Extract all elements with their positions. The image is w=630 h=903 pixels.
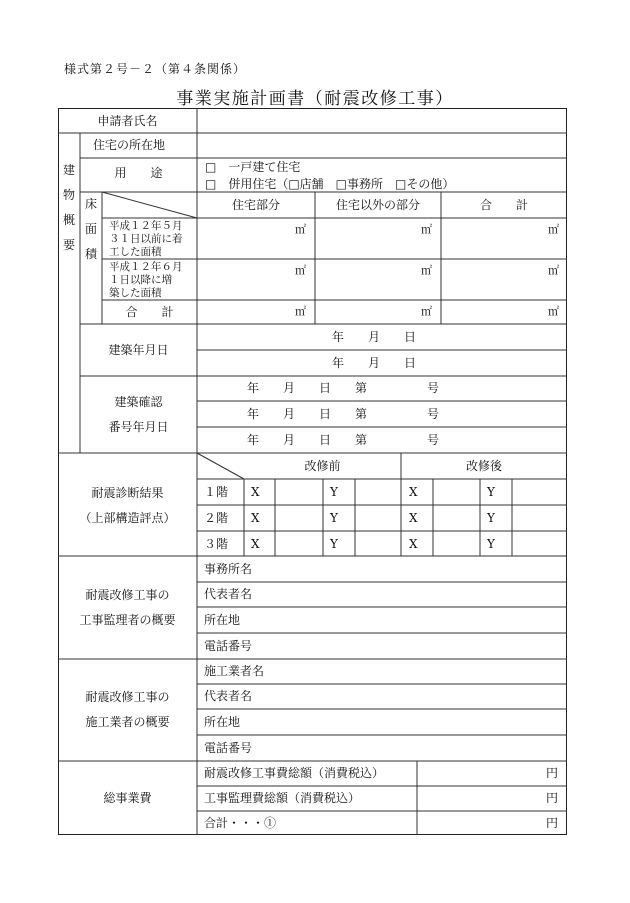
y-label: Y xyxy=(487,511,495,525)
area-unit: ㎡ xyxy=(421,264,432,277)
y-label: Y xyxy=(330,485,338,499)
y-label: Y xyxy=(487,537,495,551)
row-after-h12-label: 平成１２年６月 １日以降に増 築した面積 xyxy=(109,261,183,299)
contractor-label-1: 耐震改修工事の xyxy=(85,690,170,704)
seismic-score-label: （上部構造評点） xyxy=(79,511,176,525)
before-renovation-header: 改修前 xyxy=(304,459,341,473)
supervisor-label-1: 耐震改修工事の xyxy=(85,588,170,602)
confirmation-label-2: 番号年月日 xyxy=(108,420,169,434)
supervision-cost-label: 工事監理費総額（消費税込） xyxy=(204,791,361,805)
floor-2-label: ２階 xyxy=(204,511,229,525)
floor-1-label: １階 xyxy=(204,485,229,499)
supervisor-representative-label: 代表者名 xyxy=(204,587,253,601)
x-label: X xyxy=(251,485,260,499)
supervisor-label-2: 工事監理者の概要 xyxy=(79,613,176,627)
document-title: 事業実施計画書（耐震改修工事） xyxy=(176,89,454,109)
usage-option-mixed[interactable]: □ 併用住宅（□店舗 □事務所 □その他） xyxy=(205,177,455,191)
building-overview-label: 建物概要 xyxy=(62,163,75,252)
built-date-label: 建築年月日 xyxy=(108,343,169,357)
area-unit: ㎡ xyxy=(421,305,432,318)
contractor-representative-label: 代表者名 xyxy=(204,689,253,703)
area-unit: ㎡ xyxy=(548,264,559,277)
x-label: X xyxy=(251,511,260,525)
row-before-h12-label: 平成１２年５月 ３１日以前に着 工した面積 xyxy=(109,220,183,258)
x-label: X xyxy=(409,511,418,525)
contractor-name-label: 施工業者名 xyxy=(204,664,265,678)
seismic-result-label: 耐震診断結果 xyxy=(91,486,164,500)
contractor-phone-label: 電話番号 xyxy=(204,741,253,755)
house-location-label: 住宅の所在地 xyxy=(93,138,166,152)
area-unit: ㎡ xyxy=(295,223,306,236)
area-unit: ㎡ xyxy=(295,264,306,277)
supervisor-phone-label: 電話番号 xyxy=(204,639,253,653)
y-label: Y xyxy=(330,537,338,551)
supervisor-address-label: 所在地 xyxy=(204,613,241,627)
area-unit: ㎡ xyxy=(295,305,306,318)
form-number: 様式第２号－２（第４条関係） xyxy=(64,62,247,76)
row-total-label: 合 計 xyxy=(125,305,174,319)
contractor-label-2: 施工業者の概要 xyxy=(85,715,170,729)
x-label: X xyxy=(409,485,418,499)
built-date-field[interactable]: 年 月 日 xyxy=(332,330,417,344)
yen-unit: 円 xyxy=(546,766,559,780)
area-unit: ㎡ xyxy=(421,223,432,236)
construction-cost-label: 耐震改修工事費総額（消費税込） xyxy=(204,766,385,780)
confirmation-label-1: 建築確認 xyxy=(114,395,163,409)
confirmation-field[interactable]: 年 月 日 第 号 xyxy=(247,381,440,395)
x-label: X xyxy=(409,537,418,551)
usage-option-detached[interactable]: □ 一戸建て住宅 xyxy=(205,160,301,174)
after-renovation-header: 改修後 xyxy=(465,459,502,473)
contractor-address-label: 所在地 xyxy=(204,715,241,729)
yen-unit: 円 xyxy=(546,791,559,805)
col-residential: 住宅部分 xyxy=(231,198,280,212)
floor-3-label: ３階 xyxy=(204,537,229,551)
col-total: 合 計 xyxy=(479,198,528,212)
applicant-name-label: 申請者氏名 xyxy=(97,114,158,128)
area-unit: ㎡ xyxy=(548,223,559,236)
cost-total-label: 合計・・・① xyxy=(204,816,277,830)
confirmation-field[interactable]: 年 月 日 第 号 xyxy=(247,407,440,421)
y-label: Y xyxy=(330,511,338,525)
total-project-cost-label: 総事業費 xyxy=(103,791,152,805)
area-unit: ㎡ xyxy=(548,305,559,318)
yen-unit: 円 xyxy=(546,816,559,830)
y-label: Y xyxy=(487,485,495,499)
built-date-field[interactable]: 年 月 日 xyxy=(332,356,417,370)
col-non-residential: 住宅以外の部分 xyxy=(335,198,420,212)
usage-label: 用 途 xyxy=(114,166,163,180)
floor-area-label: 床面積 xyxy=(84,197,97,261)
x-label: X xyxy=(251,537,260,551)
supervisor-office-name-label: 事務所名 xyxy=(204,562,253,576)
confirmation-field[interactable]: 年 月 日 第 号 xyxy=(247,433,440,447)
